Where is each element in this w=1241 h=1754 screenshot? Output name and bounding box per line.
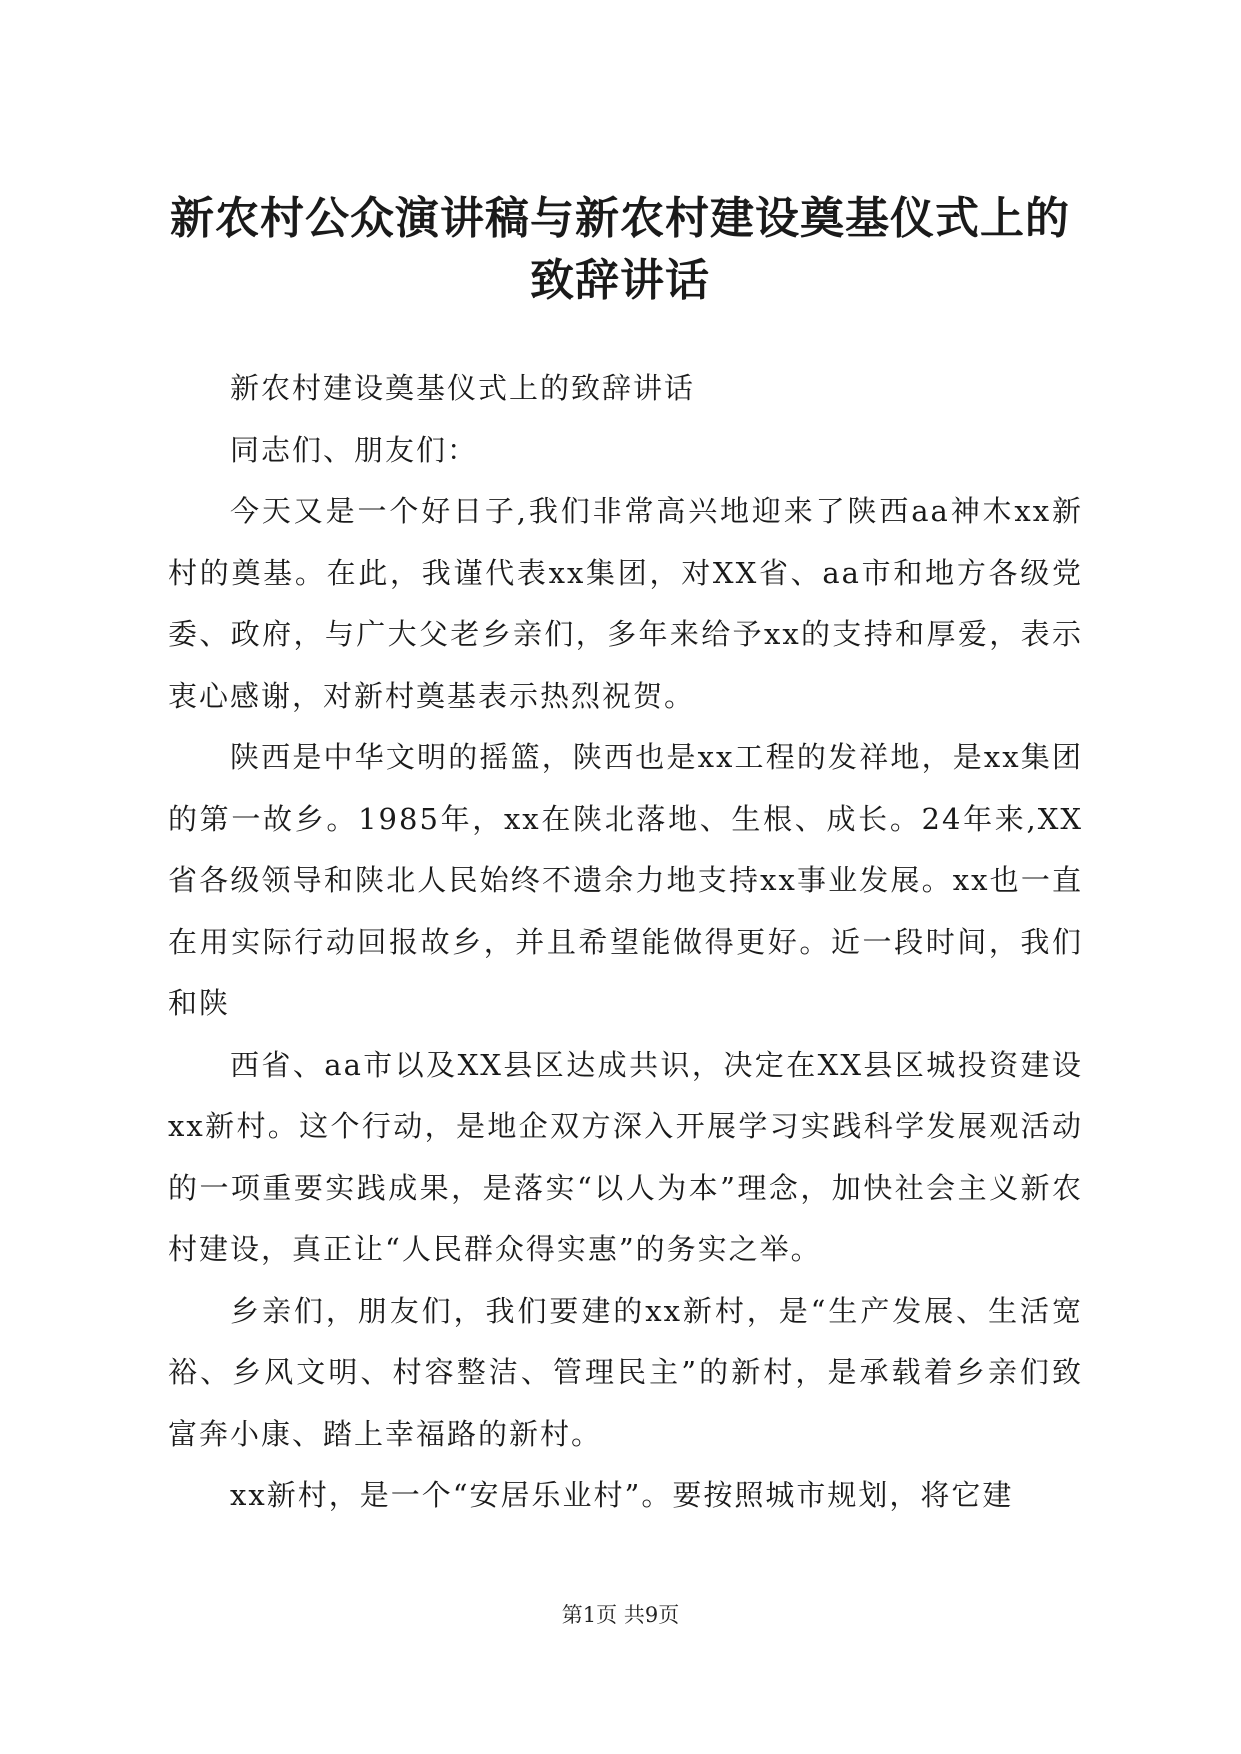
paragraph: xx新村，是一个“安居乐业村”。要按照城市规划，将它建 (230, 1478, 1014, 1512)
page-number-footer: 第1页 共9页 (561, 1603, 680, 1627)
paragraph-subtitle: 新农村建设奠基仪式上的致辞讲话 (230, 371, 696, 405)
paragraph: 今天又是一个好日子,我们非常高兴地迎来了陕西aa神木xx新村的奠基。在此，我谨代表xx集团，对XX省、aa市和地方各级党委、政府，与广大父老乡亲们，多年来给予xx的支持和厚爱，表示衷心感谢，对新村奠基表示热烈祝贺。 (168, 494, 1083, 713)
paragraph: 陕西是中华文明的摇篮，陕西也是xx工程的发祥地，是xx集团的第一故乡。1985年，xx在陕北落地、生根、成长。24年来,XX省各级领导和陕北人民始终不遗余力地支持xx事业发展。xx也一直在用实际行动回报故乡，并且希望能做得更好。近一段时间，我们和陕 (168, 740, 1083, 1020)
paragraph-salutation: 同志们、朋友们： (230, 432, 479, 467)
title-line-2: 致辞讲话 (530, 255, 710, 306)
document-body (168, 358, 1083, 1527)
document-title (150, 188, 1090, 312)
title-line-1: 新农村公众演讲稿与新农村建设奠基仪式上的 (170, 193, 1070, 244)
paragraph: 西省、aa市以及XX县区达成共识，决定在XX县区城投资建设xx新村。这个行动，是地企双方深入开展学习实践科学发展观活动的一项重要实践成果，是落实“以人为本”理念，加快社会主义新农村建设，真正让“人民群众得实惠”的务实之举。 (168, 1047, 1083, 1266)
paragraph: 乡亲们，朋友们，我们要建的xx新村，是“生产发展、生活宽裕、乡风文明、村容整洁、管理民主”的新村，是承载着乡亲们致富奔小康、踏上幸福路的新村。 (168, 1293, 1083, 1451)
